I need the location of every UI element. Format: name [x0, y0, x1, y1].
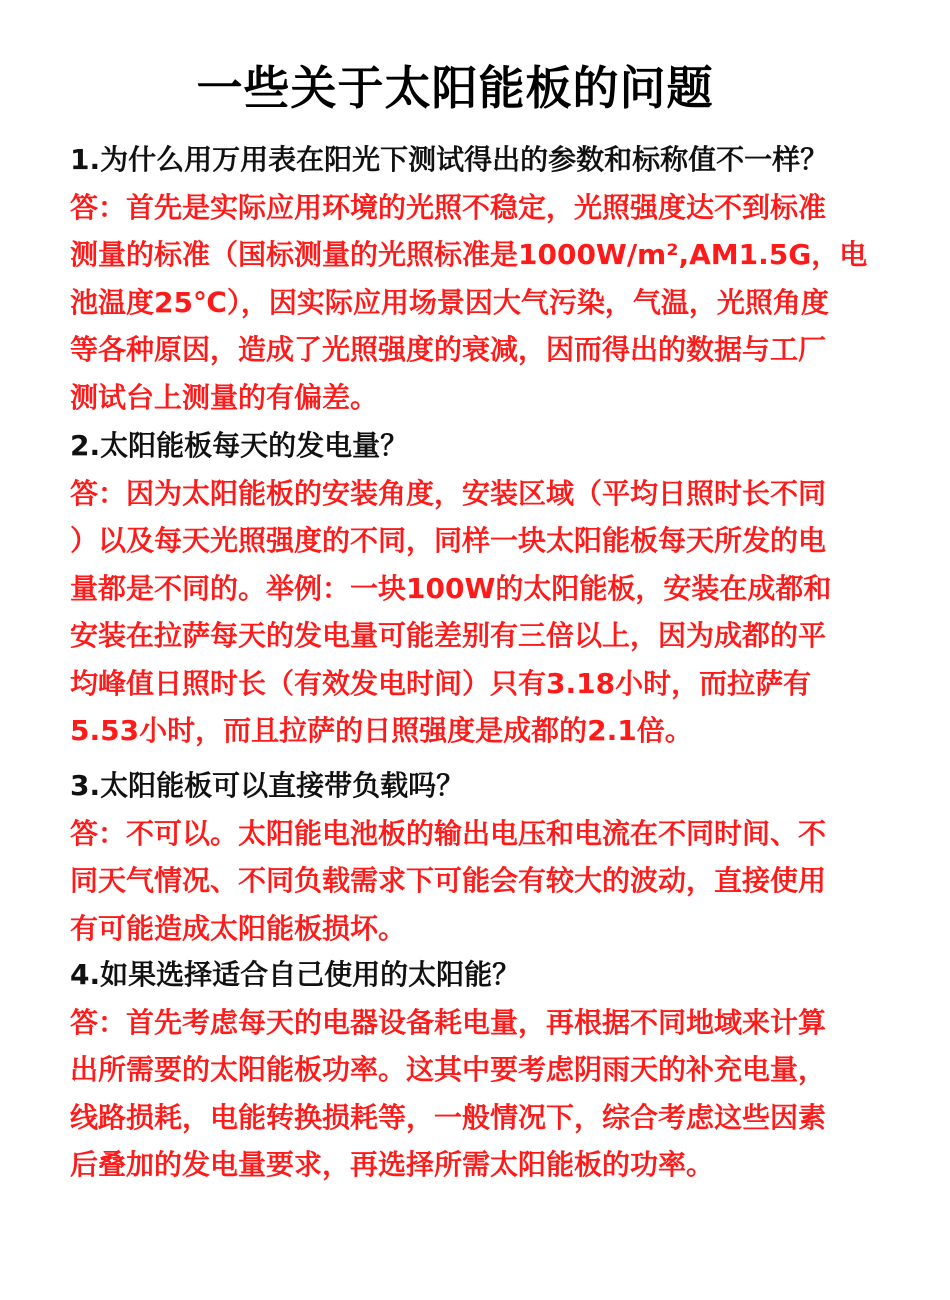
question-1: 1.为什么用万用表在阳光下测试得出的参数和标称值不一样？ — [70, 143, 829, 176]
qa-block-1 — [70, 136, 900, 421]
qa-block-2 — [70, 422, 900, 755]
answer-2: 答：因为太阳能板的安装角度，安装区域（平均日照时长不同 ）以及每天光照强度的不同，同样一块太阳能板每天所发的电 量都是不同的。举例：一块100W的太阳能板，安装在成都和 安装在拉萨每天的发电量可能差别有三倍以上，因为成都的平 均峰值日照时长（有效发电时间）只有3.18小时，而拉萨有 5.53小时，而且拉萨的日照强度是成都的2.1倍。 — [70, 476, 832, 747]
qa-block-4 — [70, 951, 900, 1189]
answer-4: 答：首先考虑每天的电器设备耗电量，再根据不同地域来计算 出所需要的太阳能板功率。这其中要考虑阴雨天的补充电量， 线路损耗，电能转换损耗等，一般情况下，综合考虑这些因素 后叠加的发电量要求，再选择所需太阳能板的功率。 — [70, 1005, 827, 1181]
qa-block-3 — [70, 762, 900, 952]
question-2: 2.太阳能板每天的发电量？ — [70, 429, 409, 462]
answer-1: 答：首先是实际应用环境的光照不稳定，光照强度达不到标准 测量的标准（国标测量的光照标准是1000W/m²,AM1.5G，电 池温度25℃），因实际应用场景因大气污染，气温，光照角度 等各种原因，造成了光照强度的衰减，因而得出的数据与工厂 测试台上测量的有偏差。 — [70, 190, 868, 414]
question-4: 4.如果选择适合自己使用的太阳能？ — [70, 958, 521, 991]
question-3: 3.太阳能板可以直接带负载吗？ — [70, 769, 465, 802]
page-title: 一些关于太阳能板的问题 — [196, 61, 714, 115]
answer-3: 答：不可以。太阳能电池板的输出电压和电流在不同时间、不 同天气情况、不同负载需求下可能会有较大的波动，直接使用 有可能造成太阳能板损坏。 — [70, 816, 827, 945]
